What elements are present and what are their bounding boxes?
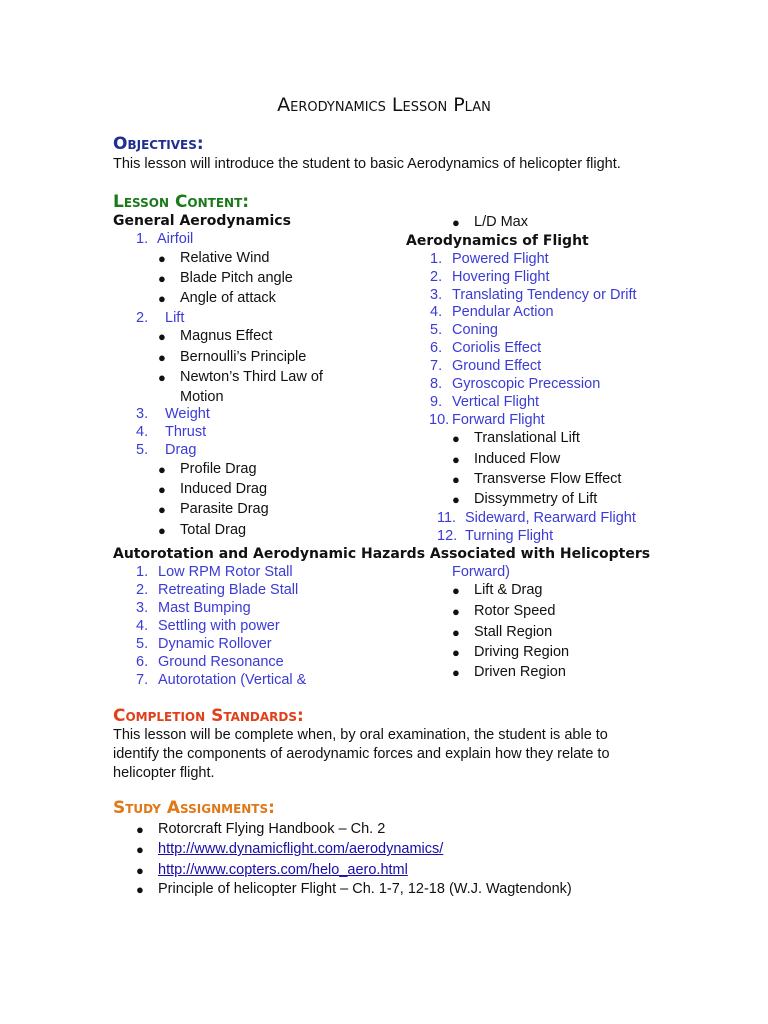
- autorotation-bullet: Rotor Speed: [474, 603, 556, 619]
- hazard-item-4-label: Settling with power: [158, 618, 280, 634]
- bullet-icon: ●: [158, 482, 166, 497]
- objectives-text: This lesson will introduce the student to basic Aerodynamics of helicopter flight.: [113, 156, 621, 172]
- bullet-icon: ●: [452, 492, 460, 507]
- aerodynamics-of-flight-title: Aerodynamics of Flight: [406, 233, 589, 249]
- bullet-icon: ●: [136, 822, 144, 837]
- flight-item-7-number: 7.: [430, 358, 443, 374]
- hazard-item-3-label: Mast Bumping: [158, 600, 251, 616]
- hazard-item-7-label: Autorotation (Vertical &: [158, 672, 307, 688]
- flight-item-3-label: Translating Tendency or Drift: [452, 287, 637, 303]
- flight-item-6-number: 6.: [430, 340, 443, 356]
- forward-flight-bullet: Induced Flow: [474, 451, 561, 467]
- general-item-1-number: 1.: [136, 231, 149, 247]
- general-item-2-number: 2.: [136, 310, 149, 326]
- ld-max-text: L/D Max: [474, 214, 528, 230]
- general-item-5-bullet: Induced Drag: [180, 481, 268, 497]
- flight-item-3-number: 3.: [430, 287, 443, 303]
- bullet-icon: ●: [452, 472, 460, 487]
- general-item-1-bullet: Angle of attack: [180, 290, 276, 306]
- hazards-title: Autorotation and Aerodynamic Hazards Associated with Helicopters: [113, 546, 651, 562]
- hazard-item-1-number: 1.: [136, 564, 149, 580]
- bullet-icon: ●: [158, 291, 166, 306]
- general-item-5-bullet: Parasite Drag: [180, 501, 269, 517]
- bullet-icon: ●: [158, 271, 166, 286]
- flight-item-10-label: Forward Flight: [452, 412, 545, 428]
- bullet-icon: ●: [158, 502, 166, 517]
- bullet-icon: ●: [452, 431, 460, 446]
- bullet-icon: ●: [452, 665, 460, 680]
- flight-item-1-number: 1.: [430, 251, 443, 267]
- hazard-item-1-label: Low RPM Rotor Stall: [158, 564, 293, 580]
- flight-item-5-label: Coning: [452, 322, 498, 338]
- general-item-5-number: 5.: [136, 442, 149, 458]
- bullet-icon: ●: [136, 842, 144, 857]
- study-link[interactable]: http://www.dynamicflight.com/aerodynamics/: [158, 841, 444, 857]
- general-item-5-bullet: Profile Drag: [180, 461, 257, 477]
- flight-item-2-label: Hovering Flight: [452, 269, 550, 285]
- general-item-1-label: Airfoil: [157, 231, 194, 247]
- flight-item-4-label: Pendular Action: [452, 304, 554, 320]
- hazard-item-6-number: 6.: [136, 654, 149, 670]
- general-item-1-bullet: Relative Wind: [180, 250, 270, 266]
- study-item: Principle of helicopter Flight – Ch. 1-7, 12-18 (W.J. Wagtendonk): [158, 881, 572, 897]
- flight-item-8-number: 8.: [430, 376, 443, 392]
- hazard-item-3-number: 3.: [136, 600, 149, 616]
- flight-item-1-label: Powered Flight: [452, 251, 549, 267]
- general-item-5-label: Drag: [165, 442, 197, 458]
- forward-flight-bullet: Dissymmetry of Lift: [474, 491, 598, 507]
- bullet-icon: ●: [452, 215, 460, 230]
- forward-flight-bullet: Transverse Flow Effect: [474, 471, 622, 487]
- study-item: Rotorcraft Flying Handbook – Ch. 2: [158, 821, 386, 837]
- hazard-item-5-number: 5.: [136, 636, 149, 652]
- flight-item-12-number: 12.: [437, 528, 458, 544]
- bullet-icon: ●: [158, 370, 166, 385]
- general-item-2-bullet: Bernoulli’s Principle: [180, 349, 307, 365]
- forward-flight-bullet: Translational Lift: [474, 430, 580, 446]
- flight-item-2-number: 2.: [430, 269, 443, 285]
- document-title: Aerodynamics Lesson Plan: [277, 94, 491, 116]
- general-item-3-label: Weight: [165, 406, 210, 422]
- autorotation-bullet: Driven Region: [474, 664, 566, 680]
- autorotation-bullet: Driving Region: [474, 644, 570, 660]
- objectives-heading: Objectives:: [113, 134, 204, 154]
- hazard-item-5-label: Dynamic Rollover: [158, 636, 272, 652]
- hazard-item-7-number: 7.: [136, 672, 149, 688]
- bullet-icon: ●: [158, 251, 166, 266]
- bullet-icon: ●: [158, 462, 166, 477]
- flight-item-4-number: 4.: [430, 304, 443, 320]
- general-item-1-bullet: Blade Pitch angle: [180, 270, 293, 286]
- bullet-icon: ●: [452, 452, 460, 467]
- autorotation-bullet: Stall Region: [474, 624, 553, 640]
- completion-heading: Completion Standards:: [113, 706, 304, 726]
- flight-item-11-number: 11.: [437, 510, 457, 526]
- bullet-icon: ●: [452, 583, 460, 598]
- bullet-icon: ●: [136, 863, 144, 878]
- hazard-item-6-label: Ground Resonance: [158, 654, 284, 670]
- general-item-2-label: Lift: [165, 310, 185, 326]
- flight-item-6-label: Coriolis Effect: [452, 340, 542, 356]
- flight-item-9-number: 9.: [430, 394, 443, 410]
- bullet-icon: ●: [158, 350, 166, 365]
- general-item-3-number: 3.: [136, 406, 149, 422]
- general-item-2-bullet: Magnus Effect: [180, 328, 273, 344]
- lesson-content-heading: Lesson Content:: [113, 192, 250, 212]
- bullet-icon: ●: [452, 625, 460, 640]
- bullet-icon: ●: [452, 645, 460, 660]
- general-item-4-label: Thrust: [165, 424, 207, 440]
- study-heading: Study Assignments:: [113, 798, 275, 818]
- flight-item-9-label: Vertical Flight: [452, 394, 540, 410]
- autorotation-bullet: Lift & Drag: [474, 582, 543, 598]
- flight-item-10-number: 10.: [429, 412, 450, 428]
- bullet-icon: ●: [158, 329, 166, 344]
- hazard-item-2-label: Retreating Blade Stall: [158, 582, 299, 598]
- bullet-icon: ●: [136, 882, 144, 897]
- general-aerodynamics-title: General Aerodynamics: [113, 213, 291, 229]
- general-item-2-bullet: Motion: [180, 389, 224, 405]
- flight-item-12-label: Turning Flight: [465, 528, 554, 544]
- flight-item-7-label: Ground Effect: [452, 358, 542, 374]
- bullet-icon: ●: [158, 523, 166, 538]
- hazard-item-4-number: 4.: [136, 618, 149, 634]
- study-link[interactable]: http://www.copters.com/helo_aero.html: [158, 862, 408, 878]
- bullet-icon: ●: [452, 604, 460, 619]
- hazard-item-2-number: 2.: [136, 582, 149, 598]
- flight-item-11-label: Sideward, Rearward Flight: [465, 510, 636, 526]
- autorotation-continuation: Forward): [452, 564, 511, 580]
- general-item-2-bullet: Newton’s Third Law of: [180, 369, 323, 385]
- flight-item-8-label: Gyroscopic Precession: [452, 376, 601, 392]
- general-item-4-number: 4.: [136, 424, 149, 440]
- completion-text: This lesson will be complete when, by oral examination, the student is able to identify the components of aerodynamic forces and explain how they relate to helicopter flight.: [113, 727, 610, 781]
- flight-item-5-number: 5.: [430, 322, 443, 338]
- general-item-5-bullet: Total Drag: [180, 522, 247, 538]
